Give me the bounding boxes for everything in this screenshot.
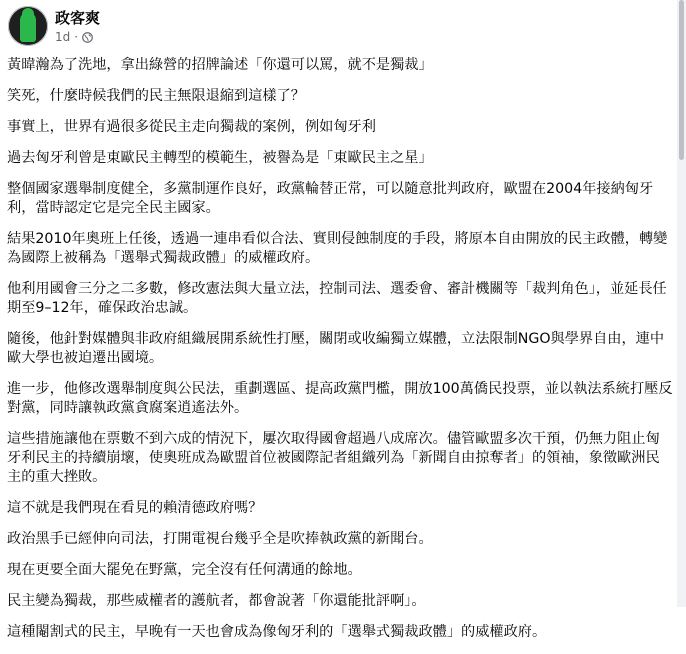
author-name[interactable]: 政客爽: [55, 9, 101, 27]
post-paragraph-13: 現在更要全面大罷免在野黨，完全沒有任何溝通的餘地。: [7, 562, 362, 578]
post-paragraph-15: 這種閹割式的民主，早晚有一天也會成為像匈牙利的「選舉式獨裁政體」的威權政府。: [7, 624, 547, 640]
page-scrollbar[interactable]: [677, 0, 686, 607]
post-paragraph-5: 整個國家選舉制度健全，多黨制運作良好，政黨輪替正常，可以隨意批判政府，歐盟在2004年接納匈牙利，當時認定它是完全民主國家。: [7, 181, 654, 216]
post-paragraph-12: 政治黑手已經伸向司法，打開電視台幾乎全是吹捧執政黨的新聞台。: [7, 531, 433, 547]
scrollbar-thumb[interactable]: [679, 0, 684, 160]
post-paragraph-10: 這些措施讓他在票數不到六成的情況下，屢次取得國會超過八成席次。儘管歐盟多次干預，仍無力阻止匈牙利民主的持續崩壞，使奧班成為歐盟首位被國際記者組織列為「新聞自由掠奪者」的領袖，象徵歐洲民主的重大挫敗。: [7, 431, 660, 485]
post-paragraph-3: 事實上，世界有過很多從民主走向獨裁的案例，例如匈牙利: [7, 119, 376, 135]
post-paragraph-9: 進一步，他修改選舉制度與公民法，重劃選區、提高政黨門檻，開放100萬僑民投票，並以執法系統打壓反對黨，同時讓執政黨貪腐案逍遙法外。: [7, 381, 673, 416]
post-paragraph-2: 笑死，什麼時候我們的民主無限退縮到這樣了？: [7, 88, 305, 104]
avatar[interactable]: [8, 6, 48, 46]
post-paragraph-11: 這不就是我們現在看見的賴清德政府嗎？: [7, 500, 263, 516]
post-meta: [55, 30, 93, 44]
post-time[interactable]: 1d: [55, 30, 71, 44]
post-paragraph-1: 黃暐瀚為了洗地，拿出綠營的招牌論述「你還可以罵，就不是獨裁」: [7, 57, 433, 73]
avatar-ring: [8, 6, 48, 46]
post-body: [7, 56, 673, 654]
post-header: [8, 6, 668, 50]
post-paragraph-6: 結果2010年奧班上任後，透過一連串看似合法、實則侵蝕制度的手段，將原本自由開放的民主政體，轉變為國際上被稱為「選舉式獨裁政體」的威權政府。: [7, 231, 668, 266]
meta-separator: ·: [74, 30, 79, 44]
post-paragraph-14: 民主變為獨裁，那些威權者的護航者，都會說著「你還能批評啊」。: [7, 593, 426, 609]
globe-icon[interactable]: [82, 32, 93, 43]
post-paragraph-4: 過去匈牙利曾是東歐民主轉型的模範生，被譽為是「東歐民主之星」: [7, 150, 433, 166]
post-paragraph-8: 隨後，他針對媒體與非政府組織展開系統性打壓，關閉或收編獨立媒體，立法限制NGO與學界自由，連中歐大學也被迫遷出國境。: [7, 331, 665, 366]
post-paragraph-7: 他利用國會三分之二多數，修改憲法與大量立法，控制司法、選委會、審計機關等「裁判角色」，並延長任期至9–12年，確保政治忠誠。: [7, 281, 667, 316]
